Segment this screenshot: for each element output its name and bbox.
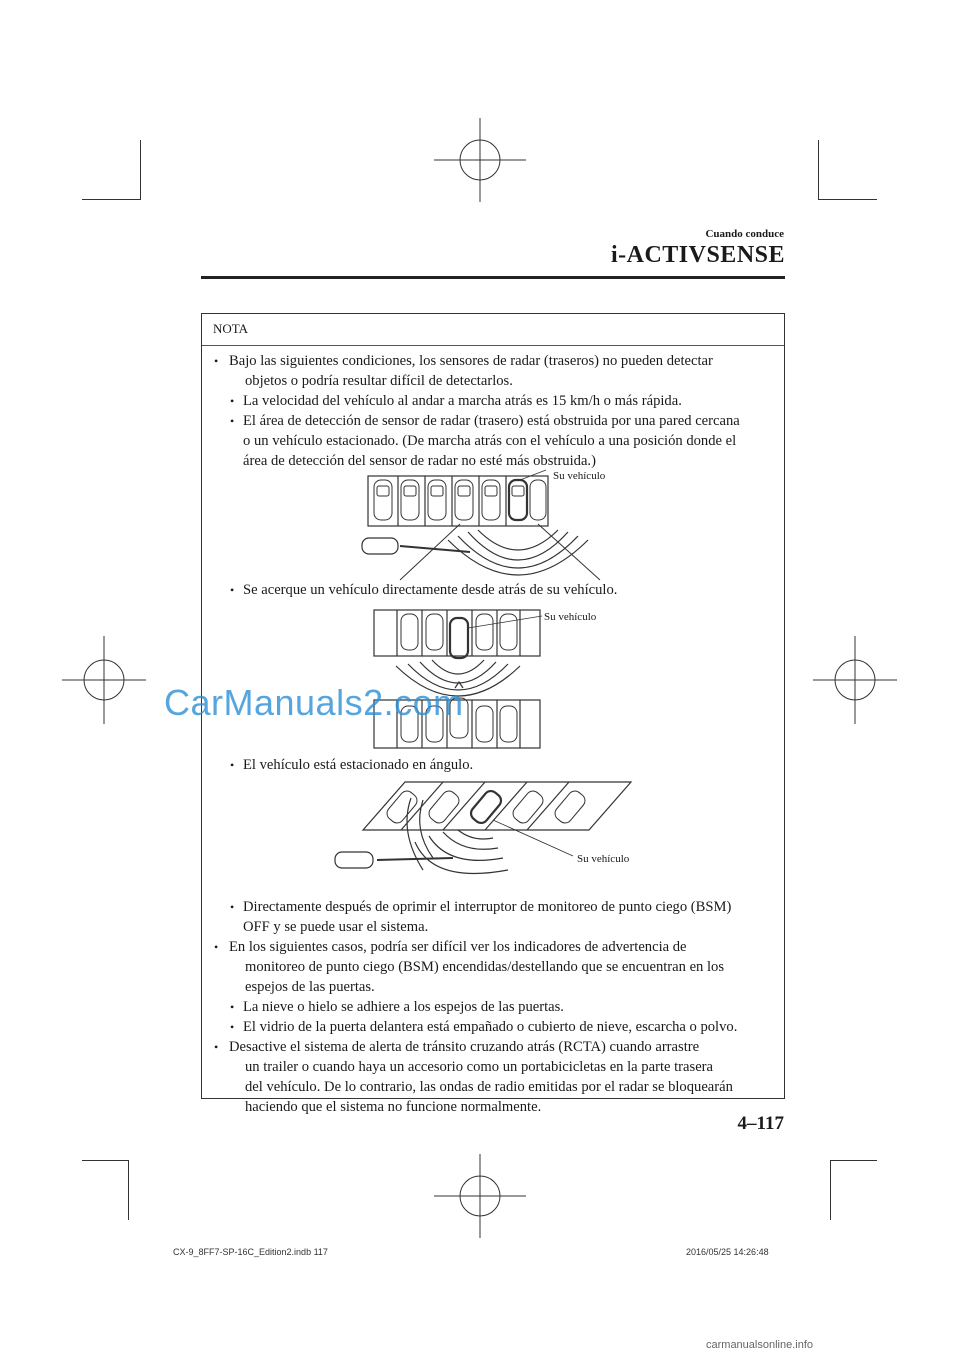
note-title: NOTA xyxy=(213,321,249,336)
note-line: Directamente después de oprimir el interruptor de monitoreo de punto ciego (BSM) xyxy=(243,899,732,915)
note-line: un trailer o cuando haya un accesorio como un portabicicletas en la parte trasera xyxy=(245,1059,714,1075)
bullet-icon: • xyxy=(230,900,235,914)
note-line: OFF y se puede usar el sistema. xyxy=(243,919,429,935)
figure-1-label: Su vehículo xyxy=(553,470,606,482)
note-line: espejos de las puertas. xyxy=(245,979,375,995)
figure-3-illustration xyxy=(333,780,633,890)
bullet-icon: • xyxy=(230,414,235,428)
note-line: Bajo las siguientes condiciones, los sensores de radar (traseros) no pueden detectar xyxy=(229,353,713,369)
watermark-logo: CarManuals2.com xyxy=(164,682,464,723)
note-line: El área de detección de sensor de radar (trasero) está obstruida por una pared cercana xyxy=(243,413,740,429)
bullet-icon: • xyxy=(230,1020,235,1034)
bullet-icon: • xyxy=(214,940,219,954)
figure-2-label: Su vehículo xyxy=(544,611,597,623)
note-line: monitoreo de punto ciego (BSM) encendidas/destellando que se encuentran en los xyxy=(245,959,725,975)
footer-timestamp: 2016/05/25 14:26:48 xyxy=(686,1247,769,1257)
figure-1-illustration xyxy=(360,470,620,590)
note-line: Se acerque un vehículo directamente desde atrás de su vehículo. xyxy=(243,582,618,598)
figure-3-label: Su vehículo xyxy=(577,853,630,865)
note-line: En los siguientes casos, podría ser difícil ver los indicadores de advertencia de xyxy=(229,939,687,955)
bullet-icon: • xyxy=(214,354,219,368)
note-line: La velocidad del vehículo al andar a marcha atrás es 15 km/h o más rápida. xyxy=(243,393,682,409)
header-rule xyxy=(201,276,785,279)
note-header xyxy=(202,314,784,346)
note-line: haciendo que el sistema no funcione normalmente. xyxy=(245,1099,542,1115)
bullet-icon: • xyxy=(230,583,235,597)
watermark-corner: carmanualsonline.info xyxy=(706,1339,814,1351)
note-line: objetos o podría resultar difícil de detectarlos. xyxy=(245,373,513,389)
bullet-icon: • xyxy=(214,1040,219,1054)
note-line: área de detección del sensor de radar no esté más obstruida.) xyxy=(243,453,596,469)
section-subtitle: Cuando conduce xyxy=(705,228,784,240)
note-line: La nieve o hielo se adhiere a los espejos de las puertas. xyxy=(243,999,564,1015)
note-line: Desactive el sistema de alerta de tránsito cruzando atrás (RCTA) cuando arrastre xyxy=(229,1039,700,1055)
page-number: 4–117 xyxy=(737,1113,784,1134)
note-line: El vehículo está estacionado en ángulo. xyxy=(243,757,474,773)
figure-2-illustration xyxy=(372,608,552,752)
note-line: del vehículo. De lo contrario, las ondas de radio emitidas por el radar se bloquearán xyxy=(245,1079,733,1095)
footer-file-info: CX-9_8FF7-SP-16C_Edition2.indb 117 xyxy=(173,1247,328,1257)
note-line: El vidrio de la puerta delantera está empañado o cubierto de nieve, escarcha o polvo. xyxy=(243,1019,738,1035)
bullet-icon: • xyxy=(230,394,235,408)
bullet-icon: • xyxy=(230,1000,235,1014)
bullet-icon: • xyxy=(230,758,235,772)
section-title: i-ACTIVSENSE xyxy=(610,242,785,268)
note-line: o un vehículo estacionado. (De marcha atrás con el vehículo a una posición donde el xyxy=(243,433,737,449)
